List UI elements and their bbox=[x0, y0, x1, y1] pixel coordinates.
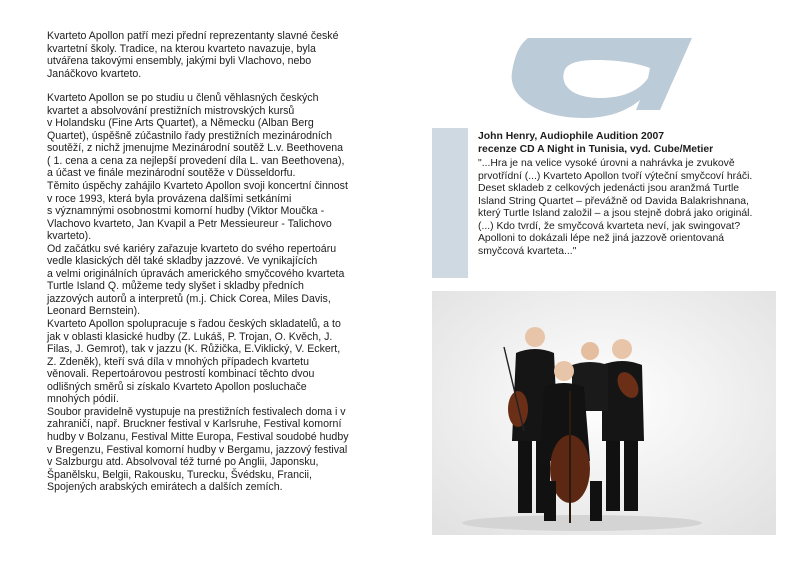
paragraph-career-start: Těmito úspěchy zahájilo Kvarteto Apollon svoji koncertní činnost v roce 1993, která byla provázena dalšími setkáními s významnými osobnostmi komorní hudby (Viktor Moučka - Vlachovo kvarteto, Jan Kvapil a Petr Messieureur - Talichovo kvarteto). bbox=[47, 180, 348, 243]
review-text: "...Hra je na velice vysoké úrovni a nahrávka je zvukově prvotřídní (...) Kvarteto Apollon tvoří výteční smyčcoví hráči. Deset skladeb z celkových jedenácti jsou aranžmá Turtle Island String Quartet – převážně od Davida Balakrishnana, který Turtle Island založil – a jsou stejně dobrá jako originál. (...) Kdo tvrdí, že smyčcová kvarteta neví, jak swingovat? Apolloni to dokázali lépe než jiná jazzově orientovaná smyčcová kvarteta..." bbox=[478, 158, 753, 257]
left-text-column bbox=[47, 30, 379, 494]
review-source: recenze CD A Night in Tunisia, vyd. Cube/Metier bbox=[478, 143, 714, 155]
paragraph-tradition: Kvarteto Apollon patří mezi přední reprezentanty slavné české kvartetní školy. Tradice, na kterou kvarteto navazuje, byla utvářena takovými ensembly, jakými byli Vlachovo, nebo Janáčkovo kvarteto. bbox=[47, 30, 339, 80]
paragraph-composers: Kvarteto Apollon spolupracuje s řadou českých skladatelů, a to jak v oblasti klasické hudby (Z. Lukáš, P. Trojan, O. Kvěch, J. Filas, J. Gemrot), tak v jazzu (K. Růžička, E.Viklický, V. Eckert, Z. Zdeněk), kteří svá díla v mnohých případech kvartetu věnovali. Repertoárovou pestrostí kombinací těchto dvou odlišných směrů si získalo Kvarteto Apollon posluchače mnohých pódií. bbox=[47, 318, 341, 406]
quartet-photo bbox=[432, 291, 776, 535]
apollon-a-logo-icon bbox=[500, 38, 760, 136]
quartet-photo-illustration bbox=[432, 291, 776, 535]
accent-bar bbox=[432, 128, 468, 278]
paragraph-jazz-repertoire: Od začátku své kariéry zařazuje kvarteto do svého repertoáru vedle klasických děl také skladby jazzové. Ve vynikajících a velmi originálních úpravách amerického smyčcového kvarteta Turtle Island Q. můžeme tedy slyšet i skladby předních jazzových autorů a interpretů (m.j. Chick Corea, Miles Davis, Leonard Bernstein). bbox=[47, 242, 345, 318]
paragraph-competitions: Kvarteto Apollon se po studiu u členů věhlasných českých kvartet a absolvování prestižních mistrovských kursů v Holandsku (Fine Arts Quartet), a Německu (Alban Berg Quartet), úspěšně zúčastnilo řady prestižních mezinárodních soutěží, z nichž jmenujme Mezinárodní soutěž L.v. Beethovena ( 1. cena a cena za nejlepší provedení díla L. van Beethovena), a účast ve finále mezinárodní soutěže v Düsseldorfu. bbox=[47, 92, 345, 180]
review-quote bbox=[478, 131, 776, 258]
review-author: John Henry, Audiophile Audition 2007 bbox=[478, 131, 665, 142]
paragraph-festivals: Soubor pravidelně vystupuje na prestižních festivalech doma i v zahraničí, např. Bruckner festival v Karlsruhe, Festival komorní hudby v Bolzanu, Festival Mitte Europa, Festival soudobé hudby v Bregenzu, Festival komorní hudby v Bergamu, jazzový festival v Salzburgu atd. Absolvoval též turné po Anglii, Japonsku, Španělsku, Belgii, Rakousku, Turecku, Švédsku, Francii, Spojených arabských emirátech a dalších zemích. bbox=[47, 405, 349, 494]
